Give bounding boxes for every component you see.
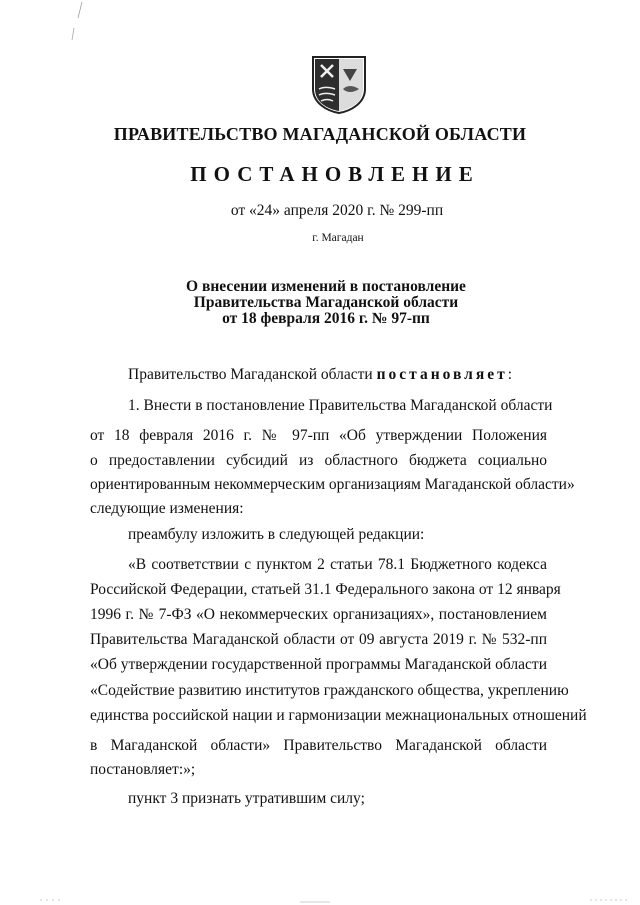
body-line: следующие изменения: [90, 500, 244, 517]
body-line: «Содействие развитию институтов гражданского общества, укреплению [90, 682, 569, 699]
body-line: «Об утверждении государственной программы Магаданской области [90, 656, 547, 673]
coat-of-arms-emblem-icon [311, 55, 367, 115]
subject-line: О внесении изменений в постановление [186, 278, 466, 295]
scan-mark-decoration [60, 0, 90, 50]
preamble-prefix: Правительство Магаданской области [128, 366, 373, 383]
body-line: Российской Федерации, статьей 31.1 Федерального закона от 12 января [90, 581, 561, 598]
body-line: «В соответствии с пунктом 2 статьи 78.1 Бюджетного кодекса [128, 556, 547, 573]
preamble-colon: : [507, 366, 513, 383]
preamble-line [90, 367, 585, 383]
scan-mark-decoration [0, 870, 640, 905]
body-line: от 18 февраля 2016 г. № 97-пп «Об утверждении Положения [90, 427, 547, 444]
document-city: г. Магадан [312, 232, 364, 244]
body-line: преамбулу изложить в следующей редакции: [128, 526, 425, 543]
body-line: в Магаданской области» Правительство Магаданской области [90, 737, 547, 754]
subject-line: от 18 февраля 2016 г. № 97-пп [222, 310, 430, 327]
body-line: ориентированным некоммерческим организациям Магаданской области» [90, 476, 575, 493]
body-line: единства российской нации и гармонизации межнациональных отношений [90, 707, 587, 724]
body-line: пункт 3 признать утратившим силу; [128, 790, 365, 807]
document-type-heading: ПОСТАНОВЛЕНИЕ [190, 162, 480, 186]
document-subject [0, 279, 640, 327]
body-line: 1. Внести в постановление Правительства Магаданской области [128, 397, 553, 414]
body-line: постановляет:»; [90, 761, 196, 778]
body-line: о предоставлении субсидий из областного бюджета социально [90, 452, 547, 469]
organization-heading: ПРАВИТЕЛЬСТВО МАГАДАНСКОЙ ОБЛАСТИ [113, 124, 527, 144]
preamble-verb: постановляет [376, 366, 508, 383]
subject-line: Правительства Магаданской области [193, 294, 459, 311]
body-line: 1996 г. № 7-ФЗ «О некоммерческих организациях», постановлением [90, 606, 547, 623]
document-date-number: от «24» апреля 2020 г. № 299-пп [230, 202, 444, 219]
body-line: Правительства Магаданской области от 09 августа 2019 г. № 532-пп [90, 631, 547, 648]
